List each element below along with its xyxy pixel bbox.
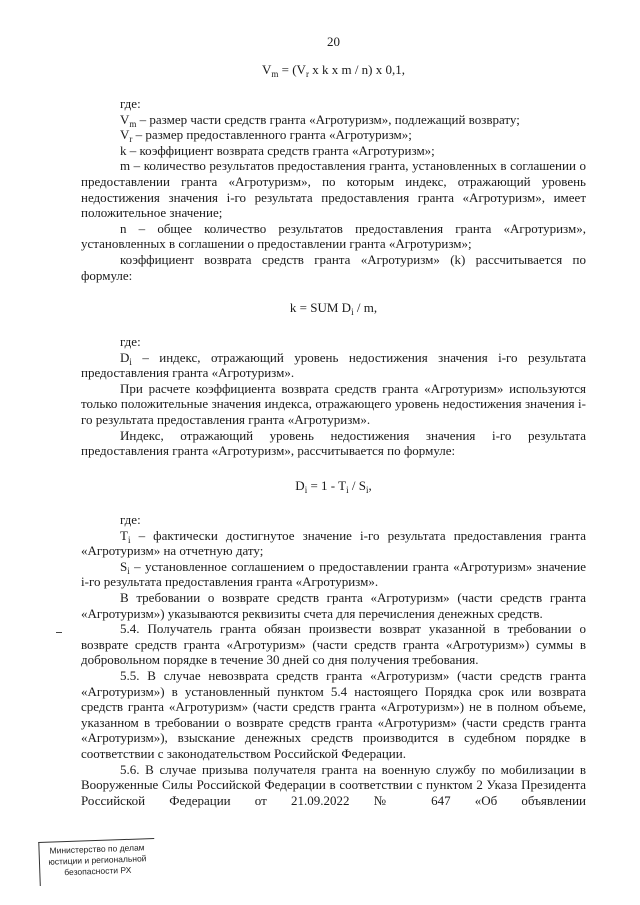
paragraph-5-5: 5.5. В случае невозврата средств гранта «Агротуризм» (части средств гранта «Агротуризм») в установленный пунктом 5.4 настоящего Порядка срок или возврата средств гранта «Агротуризм» (части средств гранта «Агротуризм») не в полном объеме, указанном в требовании о возврате средств гранта «Агротуризм» (части средств гранта «Агротуризм»), взыскание денежных средств производится в судебном порядке в соответствии с законодательством Российской Федерации. bbox=[81, 667, 586, 761]
where-label-3: где: bbox=[120, 512, 141, 527]
index-intro: Индекс, отражающий уровень недостижения значения i-го результата предоставления гранта «Агротуризм», рассчитывается по формуле: bbox=[81, 427, 586, 459]
page-number: 20 bbox=[327, 34, 340, 49]
paragraph-5-4: 5.4. Получатель гранта обязан произвести возврат указанной в требовании о возврате средств гранта «Агротуризм» (части средств гранта «Агротуризм») суммы в добровольном порядке в течение 30 дней со дня получения требования. bbox=[81, 621, 586, 668]
formula-vm: $V_m = (V_r$ x k x m / n) x 0,1, bbox=[261, 62, 406, 79]
where-label-2: где: bbox=[120, 334, 141, 349]
def-m: m – количество результатов предоставления гранта, установленных в соглашении о предоставлении гранта «Агротуризм», по которым индекс, отражающий уровень недостижения значения i-го результата предоставления гранта «Агротуризм», имеет положительное значение; bbox=[81, 158, 586, 221]
formula-k: k = SUM $D_i$ / m, bbox=[289, 300, 378, 317]
definitions-block-2 bbox=[81, 334, 586, 459]
def-ti: $T_i$ – фактически достигнутое значение i-го результата предоставления гранта «Агротуризм» на отчетную дату; bbox=[81, 527, 586, 559]
def-di: $D_i$ – индекс, отражающий уровень недостижения значения i-го результата предоставления гранта «Агротуризм». bbox=[81, 349, 586, 381]
where-label: где: bbox=[120, 96, 141, 111]
def-si: $S_i$ – установленное соглашением о предоставлении гранта «Агротуризм» значение i-го результата предоставления гранта «Агротуризм». bbox=[81, 558, 586, 590]
definitions-block-3 bbox=[81, 512, 586, 808]
def-vm: $V_m$ – размер части средств гранта «Агротуризм», подлежащий возврату; bbox=[120, 111, 520, 129]
paragraph-5-6: 5.6. В случае призыва получателя гранта на военную службу по мобилизации в Вооруженные Силы Российской Федерации в соответствии с пунктом 2 Указа Президента Российской Федерации от 21.09.2022 № 647 «Об объявлении bbox=[81, 761, 586, 808]
def-k: k – коэффициент возврата средств гранта «Агротуризм»; bbox=[120, 142, 435, 158]
def-vr: $V_r$ – размер предоставленного гранта «Агротуризм»; bbox=[120, 127, 412, 145]
positive-note: При расчете коэффициента возврата средств гранта «Агротуризм» используются только положительные значения индекса, отражающего уровень недостижения значения i-го результата предоставления гранта «Агротуризм». bbox=[81, 380, 586, 427]
definitions-block-1 bbox=[81, 96, 586, 283]
margin-mark bbox=[56, 632, 62, 633]
registration-stamp: Министерство по делам юстиции и региональной безопасности РХ bbox=[38, 838, 155, 886]
formula-di: $D_i = 1 - T_i / S_i$, bbox=[295, 478, 372, 495]
requisites-paragraph: В требовании о возврате средств гранта «Агротуризм» (части средств гранта «Агротуризм») указываются реквизиты счета для перечисления денежных средств. bbox=[81, 589, 586, 621]
def-n: n – общее количество результатов предоставления гранта «Агротуризм», установленных в соглашении о предоставлении гранта «Агротуризм»; bbox=[81, 220, 586, 252]
k-intro: коэффициент возврата средств гранта «Агротуризм» (k) рассчитывается по формуле: bbox=[81, 251, 586, 283]
